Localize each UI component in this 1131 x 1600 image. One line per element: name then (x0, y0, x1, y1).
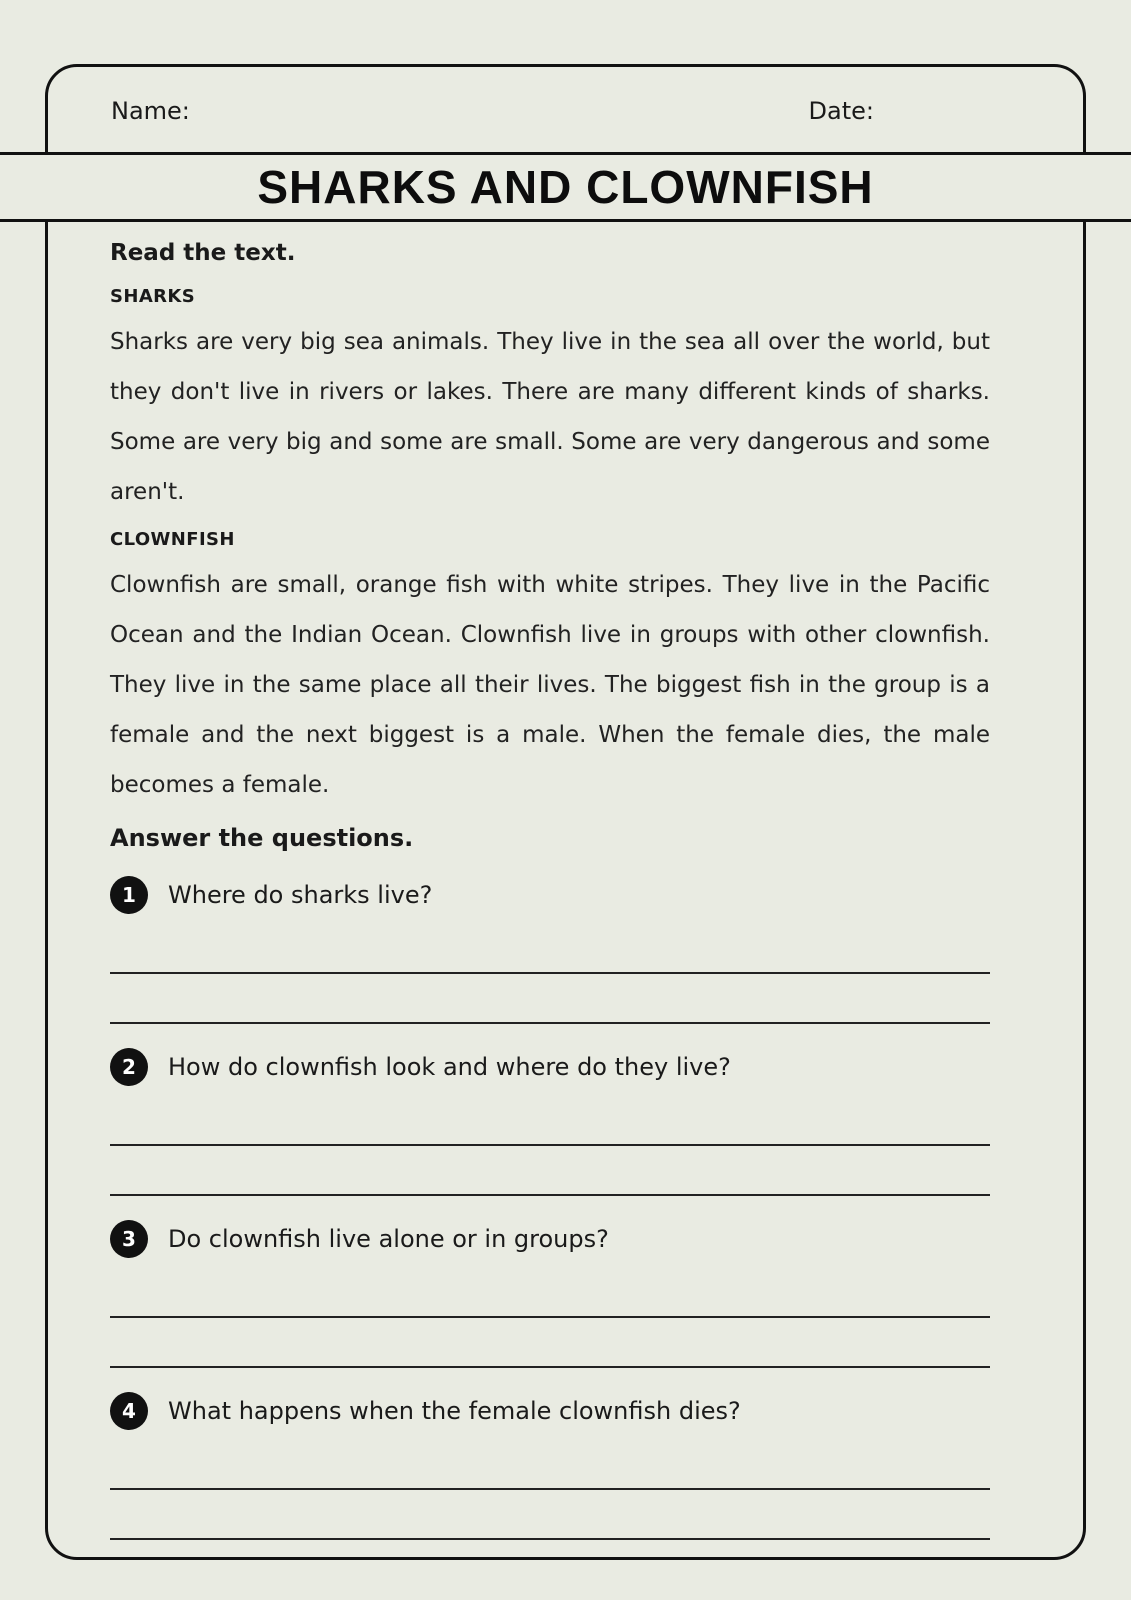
answer-area-2 (110, 1096, 990, 1196)
answer-area-3 (110, 1268, 990, 1368)
question-text: Where do sharks live? (168, 881, 433, 909)
question-text: How do clownfish look and where do they live? (168, 1053, 731, 1081)
question-text: Do clownfish live alone or in groups? (168, 1225, 609, 1253)
question-number-badge: 4 (110, 1392, 148, 1430)
title-band (0, 152, 1131, 222)
answer-line[interactable] (110, 1318, 990, 1368)
answer-line[interactable] (110, 1096, 990, 1146)
question-number-badge: 3 (110, 1220, 148, 1258)
question-row-3 (110, 1220, 990, 1258)
answer-instruction: Answer the questions. (110, 824, 414, 852)
read-instruction: Read the text. (110, 240, 296, 266)
date-label: Date: (808, 97, 874, 125)
answer-line[interactable] (110, 1146, 990, 1196)
name-date-row (45, 64, 1086, 152)
question-number-badge: 1 (110, 876, 148, 914)
question-number-badge: 2 (110, 1048, 148, 1086)
worksheet-content (45, 224, 1086, 1564)
page-title: SHARKS AND CLOWNFISH (257, 161, 874, 213)
answer-line[interactable] (110, 1440, 990, 1490)
section-paragraph-sharks: Sharks are very big sea animals. They live in the sea all over the world, but they don't live in rivers or lakes. There are many different kinds of sharks. Some are very big and some are small. Some are very dangerous and some aren't. (110, 329, 990, 505)
answer-line[interactable] (110, 1268, 990, 1318)
section-paragraph-clownfish: Clownfish are small, orange fish with white stripes. They live in the Pacific Ocean and the Indian Ocean. Clownfish live in groups with other clownfish. They live in the same place all their lives. The biggest fish in the group is a female and the next biggest is a male. When the female dies, the male becomes a female. (110, 572, 990, 798)
answer-area-1 (110, 924, 990, 1024)
answer-line[interactable] (110, 924, 990, 974)
question-row-1 (110, 876, 990, 914)
answer-area-4 (110, 1440, 990, 1540)
question-row-4 (110, 1392, 990, 1430)
section-heading-sharks: SHARKS (110, 286, 196, 307)
section-heading-clownfish: CLOWNFISH (110, 529, 235, 550)
question-text: What happens when the female clownfish dies? (168, 1397, 741, 1425)
answer-line[interactable] (110, 974, 990, 1024)
answer-line[interactable] (110, 1490, 990, 1540)
question-row-2 (110, 1048, 990, 1086)
name-label: Name: (111, 97, 190, 125)
